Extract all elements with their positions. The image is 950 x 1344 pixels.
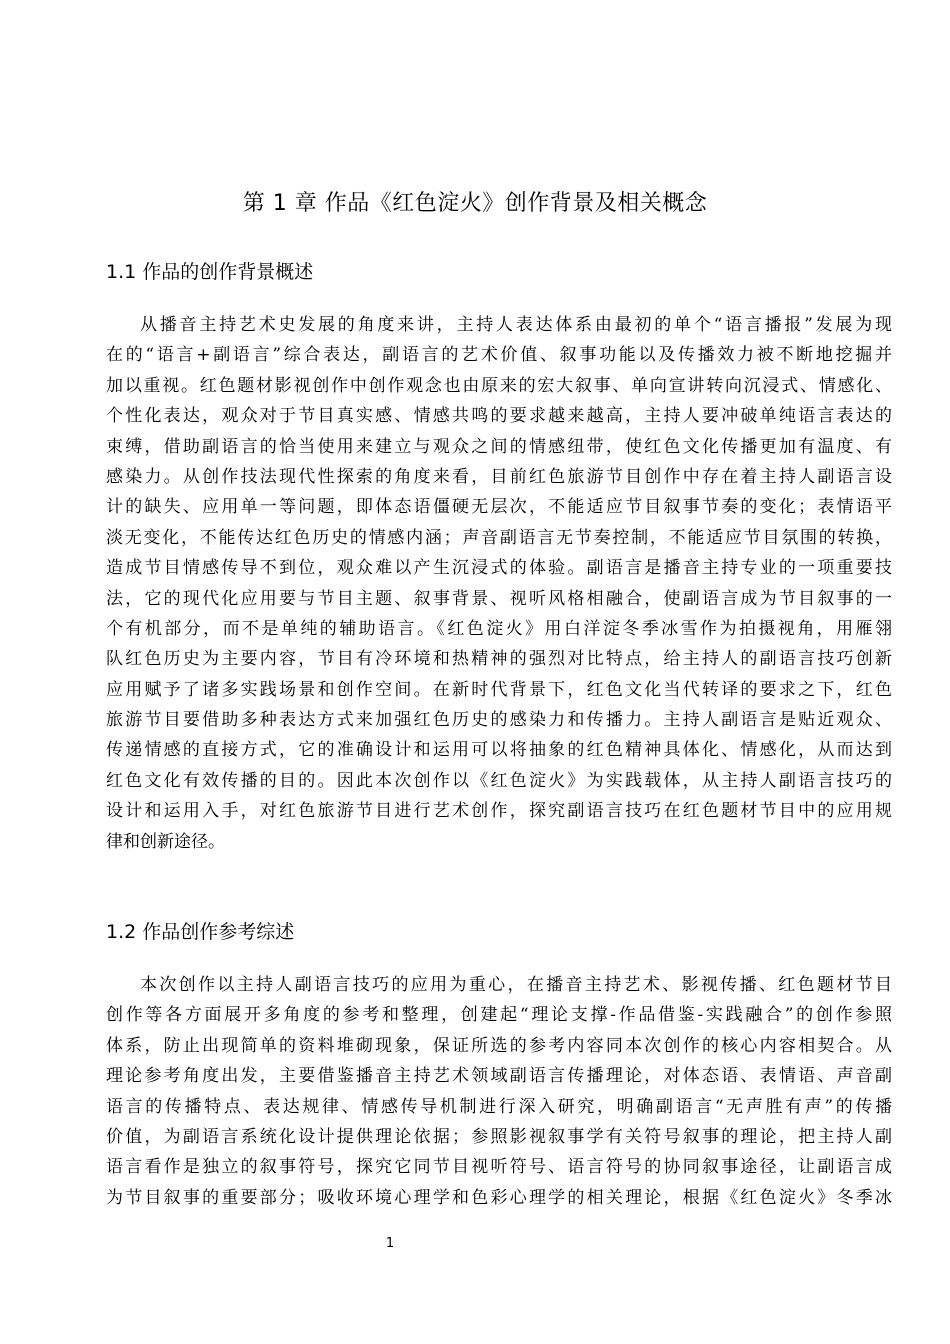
paragraph-line: 体系，防止出现简单的资料堆砌现象，保证所选的参考内容同本次创作的核心内容相契合。从 bbox=[106, 1035, 892, 1056]
paragraph-line: 旅游节目要借助多种表达方式来加强红色历史的感染力和传播力。主持人副语言是贴近观众、 bbox=[106, 710, 892, 731]
paragraph-line: 感染力。从创作技法现代性探索的角度来看，目前红色旅游节目创作中存在着主持人副语言设 bbox=[106, 466, 892, 487]
paragraph-line: 价值，为副语言系统化设计提供理论依据；参照影视叙事学有关符号叙事的理论，把主持人副 bbox=[106, 1126, 892, 1147]
paragraph-line: 红色文化有效传播的目的。因此本次创作以《红色淀火》为实践载体，从主持人副语言技巧的 bbox=[106, 770, 892, 791]
page-number: 1 bbox=[385, 1236, 395, 1251]
paragraph-line: 束缚，借助副语言的恰当使用来建立与观众之间的情感纽带，使红色文化传播更加有温度、有 bbox=[106, 436, 892, 457]
section-1-2-paragraph bbox=[106, 970, 892, 1213]
paragraph-line: 淡无变化，不能传达红色历史的情感内涵；声音副语言无节奏控制，不能适应节目氛围的转换， bbox=[106, 527, 892, 548]
paragraph-line: 传递情感的直接方式，它的准确设计和运用可以将抽象的红色精神具体化、情感化，从而达到 bbox=[106, 740, 892, 761]
paragraph-line: 从播音主持艺术史发展的角度来讲，主持人表达体系由最初的单个“语言播报”发展为现 bbox=[140, 315, 892, 335]
paragraph-line: 在的“语言+副语言”综合表达，副语言的艺术价值、叙事功能以及传播效力被不断地挖掘并 bbox=[106, 345, 892, 366]
paragraph-line: 加以重视。红色题材影视创作中创作观念也由原来的宏大叙事、单向宣讲转向沉浸式、情感化、 bbox=[106, 375, 892, 396]
section-heading-1-1: 1.1 作品的创作背景概述 bbox=[106, 261, 314, 283]
paragraph-line: 个有机部分，而不是单纯的辅助语言。《红色淀火》用白洋淀冬季冰雪作为拍摄视角，用雁翎 bbox=[106, 618, 892, 639]
paragraph-line: 法，它的现代化应用要与节目主题、叙事背景、视听风格相融合，使副语言成为节目叙事的一 bbox=[106, 588, 892, 609]
paragraph-line: 语言看作是独立的叙事符号，探究它同节目视听符号、语言符号的协同叙事途径，让副语言成 bbox=[106, 1157, 892, 1178]
paragraph-line: 语言的传播特点、表达规律、情感传导机制进行深入研究，明确副语言“无声胜有声”的传播 bbox=[106, 1096, 892, 1117]
chapter-title: 第 1 章 作品《红色淀火》创作背景及相关概念 bbox=[242, 191, 708, 216]
paragraph-line: 理论参考角度出发，主要借鉴播音主持艺术领域副语言传播理论，对体态语、表情语、声音副 bbox=[106, 1066, 892, 1087]
paragraph-line: 造成节目情感传导不到位，观众难以产生沉浸式的体验。副语言是播音主持专业的一项重要技 bbox=[106, 558, 892, 579]
paragraph-line: 个性化表达，观众对于节目真实感、情感共鸣的要求越来越高，主持人要冲破单纯语言表达的 bbox=[106, 406, 892, 427]
paragraph-line: 律和创新途径。 bbox=[106, 831, 225, 852]
section-1-1-paragraph bbox=[106, 310, 892, 857]
paragraph-line: 队红色历史为主要内容，节目有冷环境和热精神的强烈对比特点，给主持人的副语言技巧创新 bbox=[106, 649, 892, 670]
paragraph-line: 计的缺失、应用单一等问题，即体态语僵硬无层次，不能适应节目叙事节奏的变化；表情语平 bbox=[106, 497, 892, 518]
paragraph-line: 为节目叙事的重要部分；吸收环境心理学和色彩心理学的相关理论，根据《红色淀火》冬季冰 bbox=[106, 1187, 892, 1208]
paragraph-line: 设计和运用入手，对红色旅游节目进行艺术创作，探究副语言技巧在红色题材节目中的应用规 bbox=[106, 801, 892, 822]
section-heading-1-2: 1.2 作品创作参考综述 bbox=[106, 921, 295, 943]
paragraph-line: 应用赋予了诸多实践场景和创作空间。在新时代背景下，红色文化当代转译的要求之下，红色 bbox=[106, 679, 892, 700]
paragraph-line: 创作等各方面展开多角度的参考和整理，创建起“理论支撑-作品借鉴-实践融合”的创作参照 bbox=[106, 1005, 892, 1026]
paragraph-line: 本次创作以主持人副语言技巧的应用为重心，在播音主持艺术、影视传播、红色题材节目 bbox=[140, 975, 892, 995]
